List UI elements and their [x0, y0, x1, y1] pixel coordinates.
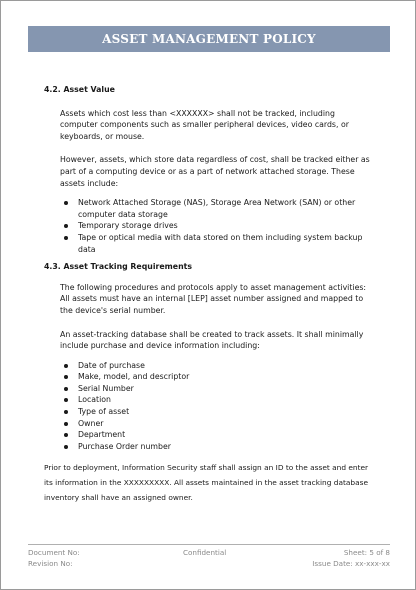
asset-tracking-paragraph-1: The following procedures and protocols apply to asset management activities: All assets must have an internal [LEP] asset number assigned and mapped to the device's serial number.: [60, 282, 367, 315]
list-item: Location: [78, 394, 374, 406]
asset-value-paragraph-1: Assets which cost less than <XXXXXX> shall not be tracked, including computer components such as smaller peripheral devices, video cards, or keyboards, or mouse.: [60, 108, 349, 141]
document-number-label: Document No:: [28, 548, 80, 557]
list-item: Date of purchase: [78, 360, 374, 372]
list-item: Purchase Order number: [78, 441, 374, 453]
asset-value-bullet-list: [60, 197, 374, 255]
section-heading-asset-tracking: 4.3. Asset Tracking Requirements: [44, 262, 192, 272]
issue-date: Issue Date: xx-xxx-xx: [312, 558, 390, 568]
list-item: Temporary storage drives: [78, 220, 374, 232]
revision-number-label: Revision No:: [28, 558, 73, 568]
list-item: Owner: [78, 418, 374, 430]
list-item: Network Attached Storage (NAS), Storage Area Network (SAN) or other computer data storage: [78, 197, 374, 220]
sheet-number: Sheet: 5 of 8: [343, 548, 390, 557]
list-item: Type of asset: [78, 406, 374, 418]
deployment-paragraph: Prior to deployment, Information Security staff shall assign an ID to the asset and enter its information in the XXXXXXXXX. All assets maintained in the asset tracking database inventory shall have an assigned owner.: [44, 463, 369, 503]
document-body: [44, 84, 374, 505]
list-item: Department: [78, 429, 374, 441]
footer-right: [312, 548, 390, 569]
section-heading-asset-value: 4.2. Asset Value: [44, 85, 115, 94]
asset-tracking-paragraph-2: An asset-tracking database shall be created to track assets. It shall minimally include purchase and device information including:: [60, 329, 364, 351]
document-title: ASSET MANAGEMENT POLICY: [28, 26, 390, 52]
footer-divider: [28, 544, 390, 545]
footer-left: [28, 548, 80, 569]
list-item: Tape or optical media with data stored on them including system backup data: [78, 232, 374, 255]
asset-tracking-bullet-list: [60, 360, 374, 453]
list-item: Make, model, and descriptor: [78, 371, 374, 383]
classification-label: Confidential: [183, 548, 227, 557]
list-item: Serial Number: [78, 383, 374, 395]
asset-value-paragraph-2: However, assets, which store data regardless of cost, shall be tracked either as part of a computing device or as a part of network attached storage. These assets include:: [60, 155, 370, 188]
